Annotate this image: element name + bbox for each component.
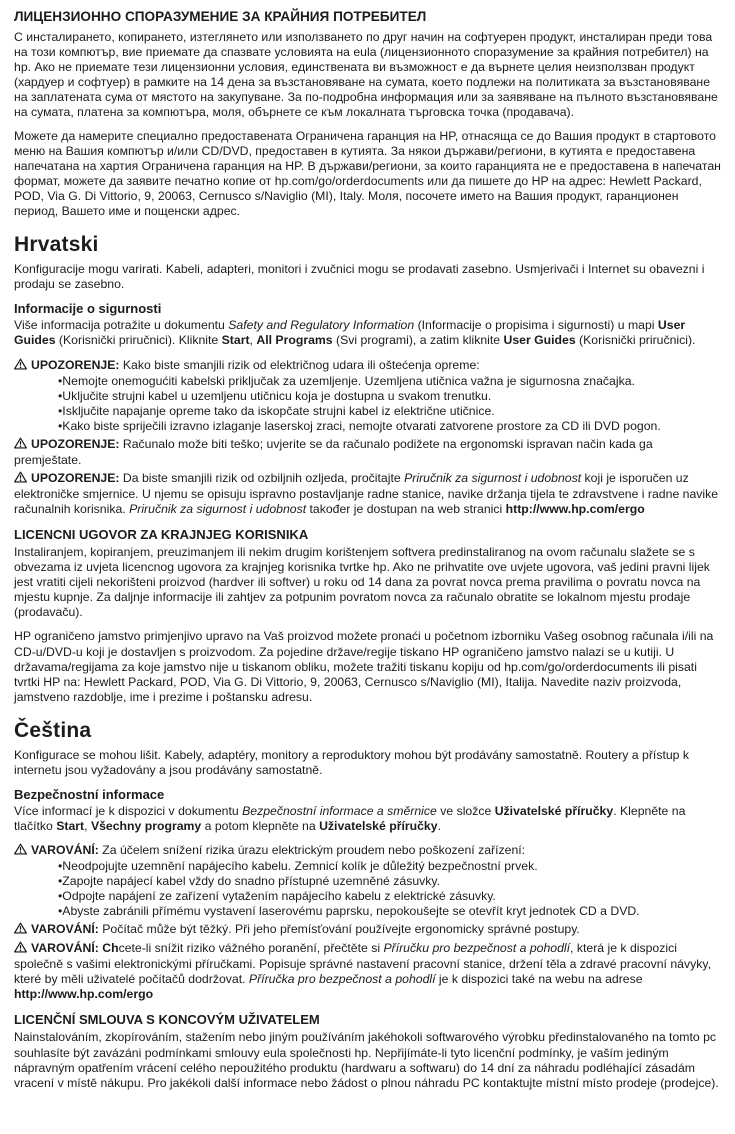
warning-triangle-icon	[14, 358, 27, 374]
text-run: Konfiguracije mogu varirati. Kabeli, adapteri, monitori i zvučnici mogu se prodavati zasebno. Usmjerivači i Internet su obavezni i prodaju se zasebno.	[14, 262, 705, 292]
text-run: (Informacije o propisima i sigurnosti) u mapi	[414, 318, 658, 333]
warning-block	[14, 358, 721, 434]
bullet-item: • Kako biste spriječili izravno izlaganje laserskoj zraci, nemojte otvarati zatvorene prostore za CD ili DVD pogon.	[58, 419, 721, 434]
text-run: Instaliranjem, kopiranjem, preuzimanjem ili nekim drugim korištenjem softvera predinstaliranog na ovom računalu slažete se s obvezama iz uvjeta licencnog ugovora za krajnjeg korisnika tvrtke hp. Ako ne prihvatite ove uvjete ugovora, vaš jedini pravni lijek jest vratiti cijeli nekorišteni proizvod (hardver ili softver) u roku od 14 dana za povrat novca prema pravilima o povratu novca na mjestu kupnje. Za daljnje informacije ili zahtjev za potpunim povratom novca za računalo obratite se lokalnom mjestu prodaje (prodavaču).	[14, 545, 710, 620]
language-heading: Hrvatski	[14, 233, 99, 257]
text-run: , která je k dispozici společně s vašimi elektronickými příručkami. Popisuje správné nastavení pracovní stanice, držení těla a zdravé pracovní návyky, které by měli uživatelé počítačů dodržovat.	[14, 941, 711, 987]
warning-block	[14, 471, 721, 517]
warning-bullet-list	[14, 859, 721, 919]
warning-text	[14, 941, 721, 1002]
bullet-item: • Uključite strujni kabel u uzemljenu utičnicu koja je dostupna u svakom trenutku.	[58, 389, 721, 404]
bullet-item: • Nemojte onemogućiti kabelski priključak za uzemljenje. Uzemljena utičnica važna je sigurnosna značajka.	[58, 374, 721, 389]
text-run: Bezpečnostní informace a směrnice	[242, 803, 437, 818]
text-run: Počítač může být těžký. Při jeho přemísťování používejte ergonomicky správné postupy.	[98, 922, 580, 937]
text-run: (Korisnički priručnici). Kliknite	[55, 333, 222, 348]
paragraph	[14, 804, 721, 834]
section-subheading: Informacije o sigurnosti	[14, 301, 162, 317]
bullet-item: • Neodpojujte uzemnění napájecího kabelu. Zemnicí kolík je důležitý bezpečnostní prvek.	[58, 859, 721, 874]
section-heading-caps: LICENCNI UGOVOR ZA KRAJNJEG KORISNIKA	[14, 527, 309, 543]
paragraph	[14, 629, 721, 704]
text-run: Можете да намерите специално предоставената Ограничена гаранция на HP, отнасяща се до Вашия продукт в стартовото меню на Вашия компютър и/или CD/DVD, предоставен в кутията. За някои държави/региони, в кутията е предоставена напечатана на хартия Ограничена гаранция на HP. В държави/региони, за които гаранцията не е предоставена в напечатан формат, можете да заявите печатно копие от hp.com/go/orderdocuments или да пишете до HP на адрес: Hewlett Packard, POD, Via G. Di Vittorio, 9, 20063, Cernusco s/Naviglio (MI), Italy. Моля, посочете името на Вашия продукт, гаранционен период, Вашето име и пощенски адрес.	[14, 129, 721, 219]
text-run: User Guides	[14, 318, 686, 348]
text-run: HP ograničeno jamstvo primjenjivo upravo na Vaš proizvod možete pronaći u početnom izborniku Vašeg osobnog računala i/ili na CD-u/DVD-u koji je dostavljen s proizvodom. Za pojedine države/regije tiskano HP ograničeno jamstvo nalazi se u kutiji. U državama/regijama za koje jamstvo nije u tiskanom obliku, možete tražiti tiskanu kopiju od hp.com/go/orderdocuments ili pisati tvrtki HP na: Hewlett Packard, POD, Via G. Di Vittorio, 9, 20063, Cernusco s/Naviglio (MI), Italija. Navedite naziv proizvoda, jamstveno razdoblje, ime i prezime i poštansku adresu.	[14, 629, 714, 704]
text-run: Kako biste smanjili rizik od električnog udara ili oštećenja opreme:	[119, 357, 480, 372]
language-heading: Čeština	[14, 718, 92, 742]
text-run: je k dispozici také na webu na adrese	[435, 972, 643, 987]
paragraph	[14, 262, 721, 292]
text-run: (Korisnički priručnici).	[575, 333, 696, 348]
paragraph	[14, 748, 721, 778]
text-run: Start	[221, 333, 250, 348]
text-run: Konfigurace se mohou lišit. Kabely, adaptéry, monitory a reproduktory mohou být prodávány samostatně. Routery a přístup k internetu jsou vyžadovány a jsou prodávány samostatně.	[14, 747, 690, 777]
bullet-item: • Zapojte napájecí kabel vždy do snadno přístupné uzemněné zásuvky.	[58, 874, 721, 889]
text-run: http://www.hp.com/ergo	[505, 502, 645, 517]
text-run: Příručka pro bezpečnost a pohodlí	[248, 972, 436, 987]
text-run: ve složce	[436, 803, 495, 818]
warning-text	[14, 843, 721, 859]
bullet-item: • Odpojte napájení ze zařízení vytažením napájecího kabelu z elektrické zásuvky.	[58, 889, 721, 904]
text-run: Više informacija potražite u dokumentu	[14, 318, 229, 333]
warning-triangle-icon	[14, 437, 27, 453]
warning-block	[14, 437, 721, 468]
text-run: ,	[249, 333, 257, 348]
doc-title: ЛИЦЕНЗИОННО СПОРАЗУМЕНИЕ ЗА КРАЙНИЯ ПОТРЕБИТЕЛ	[14, 9, 427, 24]
warning-bullet-list	[14, 374, 721, 434]
warning-block	[14, 941, 721, 1002]
warning-label: UPOZORENJE:	[31, 470, 120, 485]
text-run: Start	[56, 818, 85, 833]
warning-label: UPOZORENJE:	[31, 357, 120, 372]
text-run: User Guides	[503, 333, 576, 348]
warning-text	[14, 358, 721, 374]
text-run: koji je isporučen uz elektroničke smjernice. U njemu se opisuju ispravno postavljanje radne stanice, navike držanja tijela te zdravstvene i radne navike računalnih korisnika.	[14, 470, 719, 517]
text-run: a potom klepněte na	[201, 818, 320, 833]
text-run: ,	[84, 818, 91, 833]
warning-triangle-icon	[14, 471, 27, 487]
text-run: Računalo može biti teško; uvjerite se da računalo podižete na ergonomski ispravan način kada ga premještate.	[14, 436, 653, 467]
paragraph	[14, 545, 721, 620]
bullet-item: • Abyste zabránili přímému vystavení laserovému paprsku, nepokoušejte se otevřít kryt jednotek CD a DVD.	[58, 904, 721, 919]
text-run: Da biste smanjili rizik od ozbiljnih ozljeda, pročitajte	[119, 470, 405, 485]
text-run: Za účelem snížení rizika úrazu elektrickým proudem nebo poškození zařízení:	[98, 842, 526, 857]
text-run: С инсталирането, копирането, изтеглянето или използването по друг начин на софтуерен продукт, инсталиран преди това на този компютър, вие приемате да спазвате условията на eula (лицензионното споразумение за крайния потребител) на hp. Ако не приемате тези лицензионни условия, единствената ви възможност е да върнете целия неизползван продукт (хардуер и софтуер) в рамките на 14 дена за възстановяване на сумата, което подлежи на политиката за възстановяване на заплатената сума от мястото на закупуване. За по-подробна информация или за заявяване на пълното възстановяване на сумата, платена за компютъра, моля, обърнете се към локалната търговска точка (продавача).	[14, 29, 718, 120]
warning-label: VAROVÁNÍ:	[31, 922, 99, 937]
bullet-item: • Isključite napajanje opreme tako da iskopčate strujni kabel iz električne utičnice.	[58, 404, 721, 419]
text-run: Uživatelské příručky	[319, 818, 438, 833]
warning-triangle-icon	[14, 843, 27, 859]
text-run: . Klepněte na tlačítko	[14, 803, 686, 833]
warning-triangle-icon	[14, 941, 27, 957]
text-run: također je dostupan na web stranici	[306, 502, 506, 517]
text-run: Všechny programy	[90, 818, 202, 833]
text-run: Uživatelské příručky	[494, 803, 614, 818]
text-run: All Programs	[256, 333, 333, 348]
text-run: Priručnik za sigurnost i udobnost	[404, 470, 582, 485]
text-run: Ch	[98, 941, 119, 956]
text-run: Více informací je k dispozici v dokumentu	[14, 803, 243, 818]
warning-text	[14, 471, 721, 517]
warning-label: UPOZORENJE:	[31, 436, 120, 451]
section-heading-caps: LICENČNÍ SMLOUVA S KONCOVÝM UŽIVATELEM	[14, 1012, 320, 1028]
text-run: Příručku pro bezpečnost a pohodlí	[383, 941, 571, 956]
text-run: Safety and Regulatory Information	[228, 318, 415, 333]
warning-triangle-icon	[14, 922, 27, 938]
warning-text	[14, 437, 721, 468]
section-subheading: Bezpečnostní informace	[14, 786, 165, 802]
text-run: (Svi programi), a zatim kliknite	[332, 333, 504, 348]
warning-text	[14, 922, 721, 938]
paragraph	[14, 129, 721, 219]
text-run: .	[437, 818, 441, 833]
paragraph	[14, 318, 721, 348]
warning-label: VAROVÁNÍ:	[31, 941, 99, 956]
text-run: Priručnik za sigurnost i udobnost	[129, 502, 307, 517]
paragraph	[14, 1030, 721, 1090]
warning-label: VAROVÁNÍ:	[31, 842, 99, 857]
warning-block	[14, 843, 721, 919]
text-run: cete-li snížit riziko vážného poranění, přečtěte si	[118, 941, 384, 956]
text-run: http://www.hp.com/ergo	[14, 987, 154, 1002]
paragraph	[14, 30, 721, 120]
text-run: Nainstalováním, zkopírováním, stažením nebo jiným používáním jakéhokoli softwarového výrobku předinstalovaného na tomto pc souhlasíte být zavázáni podmínkami smlouvy eula společnosti hp. Nepřijímáte-li tyto licenční podmínky, je vaším jediným nápravným opatřením vrácení celého nepoužitého produktu (hardwaru a softwaru) do 14 dní za náhradu podléhající zásadám vracení v místě nákupu. Pro jakékoli další informace nebo žádost o plnou náhradu PC kontaktujte místní místo prodeje (prodejce).	[14, 1030, 719, 1090]
warning-block	[14, 922, 721, 938]
